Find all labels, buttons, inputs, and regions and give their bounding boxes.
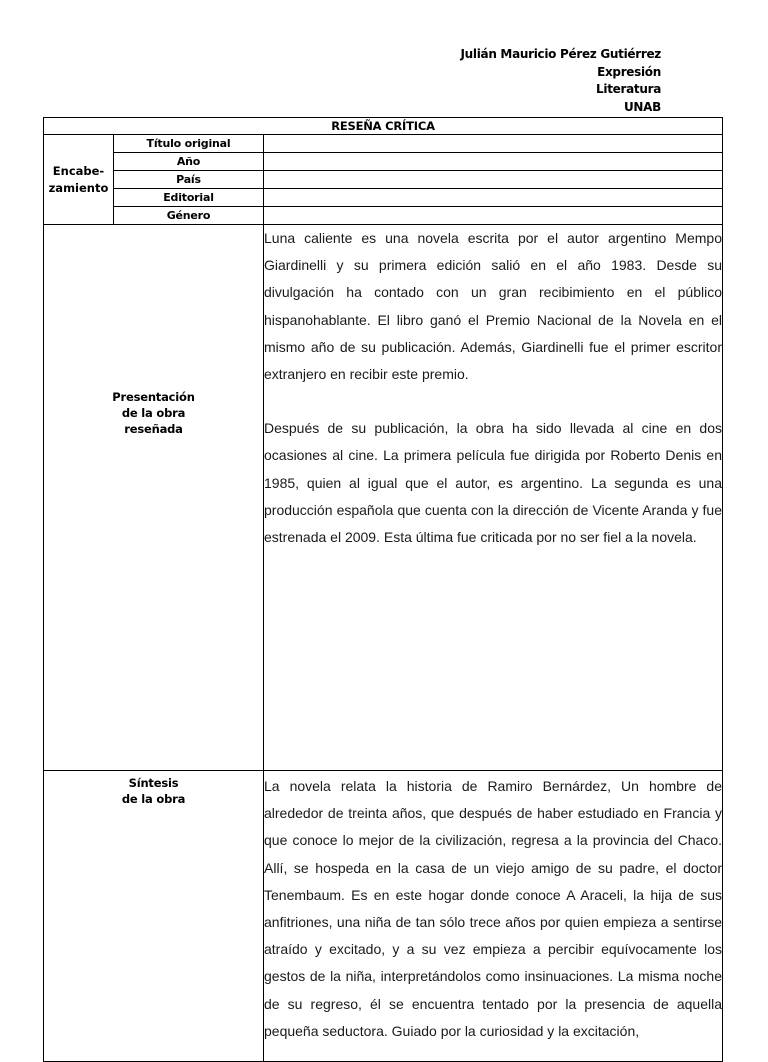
review-title: RESEÑA CRÍTICA bbox=[44, 118, 723, 135]
course-name: Expresión bbox=[597, 64, 661, 79]
review-body-table bbox=[43, 224, 723, 1062]
author-name: Julián Mauricio Pérez Gutiérrez bbox=[460, 47, 661, 61]
header-table bbox=[43, 117, 723, 225]
synthesis-label-line: de la obra bbox=[121, 792, 186, 806]
synthesis-label-line: Síntesis bbox=[128, 776, 179, 790]
author-block bbox=[460, 46, 661, 116]
subject-name: Literatura bbox=[596, 82, 661, 96]
presentation-label-line: de la obra bbox=[121, 406, 186, 420]
presentation-text bbox=[264, 225, 723, 771]
year-label: Año bbox=[114, 153, 264, 171]
title-label: Título original bbox=[114, 135, 264, 153]
publisher-value bbox=[264, 189, 723, 207]
synthesis-text bbox=[264, 771, 723, 1062]
genre-value bbox=[264, 207, 723, 225]
synthesis-label bbox=[44, 771, 264, 1062]
presentation-label-line: Presentación bbox=[112, 390, 195, 404]
genre-label: Género bbox=[114, 207, 264, 225]
country-value bbox=[264, 171, 723, 189]
country-label: País bbox=[114, 171, 264, 189]
institution-name: UNAB bbox=[623, 99, 661, 114]
publisher-label: Editorial bbox=[114, 189, 264, 207]
presentation-label bbox=[44, 225, 264, 771]
header-group-label bbox=[44, 135, 114, 225]
synthesis-paragraph: La novela relata la historia de Ramiro Bernárdez, Un hombre de alrededor de treinta años, que después de haber estudiado en Francia y que conoce lo mejor de la civilización, regresa a la provincia del Chaco. Allí, se hospeda en la casa de un viejo amigo de su padre, el doctor Tenembaum. Es en este hogar donde conoce A Araceli, la hija de sus anfitriones, una niña de tan sólo trece años por quien empieza a sentirse atraído y excitado, y a su vez empieza a percibir equívocamente los gestos de la niña, interpretándolos como insinuaciones. La misma noche de su regreso, él se encuentra tentado por la presencia de aquella pequeña seductora. Guiado por la curiosidad y la excitación, bbox=[264, 778, 722, 1039]
presentation-label-line: reseñada bbox=[124, 422, 183, 436]
header-group-label-line2: zamiento bbox=[48, 180, 109, 195]
presentation-paragraph: Luna caliente es una novela escrita por el autor argentino Mempo Giardinelli y su primera edición salió en el año 1983. Desde su divulgación ha contado con un gran recibimiento en el público hispanohablante. El libro ganó el Premio Nacional de la Novela en el mismo año de su publicación. Además, Giardinelli fue el primer escritor extranjero en recibir este premio. bbox=[264, 230, 722, 383]
header-group-label-line1: Encabe- bbox=[52, 163, 105, 178]
presentation-paragraph: Después de su publicación, la obra ha sido llevada al cine en dos ocasiones al cine. La primera película fue dirigida por Roberto Denis en 1985, quien al igual que el autor, es argentino. La segunda es una producción española que cuenta con la dirección de Vicente Aranda y fue estrenada el 2009. Esta última fue criticada por no ser fiel a la novela. bbox=[264, 420, 722, 546]
title-value bbox=[264, 135, 723, 153]
year-value bbox=[264, 153, 723, 171]
